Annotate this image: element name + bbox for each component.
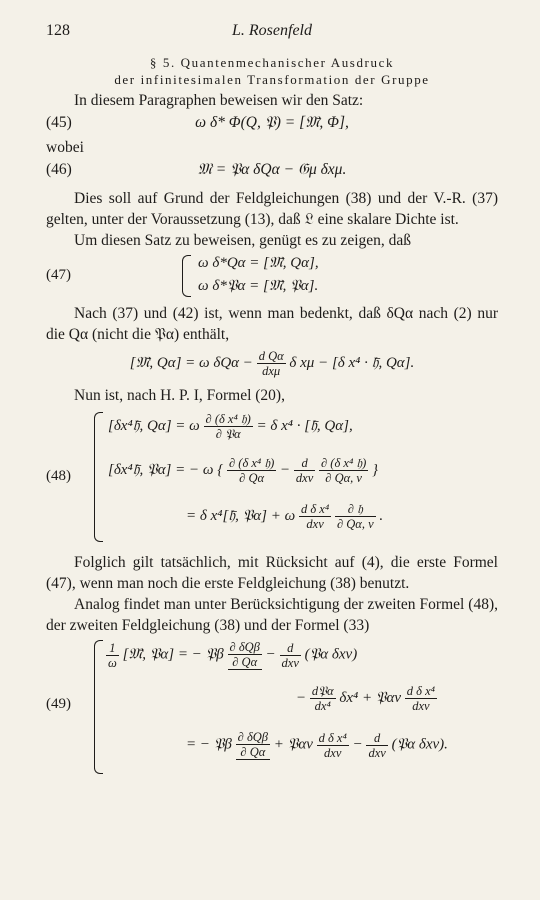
unnumbered-rhs: δ xμ − [δ x⁴ · 𝔥̄, Qα]. — [289, 354, 415, 371]
unnumbered-lhs: [𝔐̄, Qα] = ω δQα − — [129, 354, 253, 371]
equation-45-expr: ω δ* Φ(Q, 𝔓) = [𝔐̄, Φ], — [195, 114, 349, 131]
equation-49 — [46, 636, 498, 778]
equation-47-line-2: ω δ*𝔓α = [𝔐̄, 𝔓α]. — [198, 278, 319, 294]
equation-label-49: (49) — [46, 696, 71, 712]
paragraph-5: Nun ist, nach H. P. I, Formel (20), — [74, 387, 285, 404]
equation-49-line-3: = − 𝔓β $\frac{\text{∂ δQβ}}{\partial Q\alpha}$ + 𝔓αν $\frac{\text{d δ x⁴}}{\text{dxν}}$ − $\frac{d}{\text{dxν}}$ (𝔓α δxν). — [186, 730, 448, 760]
brace-47 — [182, 255, 191, 297]
equation-label-46: (46) — [46, 161, 72, 178]
paragraph-1: In diesem Paragraphen beweisen wir den Satz: — [74, 92, 364, 109]
page-number: 128 — [46, 22, 70, 39]
equation-47-line-1: ω δ*Qα = [𝔐̄, Qα], — [198, 255, 319, 271]
section-heading-line-1: § 5. Quantenmechanischer Ausdruck — [149, 55, 395, 70]
equation-unnumbered — [46, 345, 498, 385]
page — [46, 22, 498, 778]
equation-46-expr: 𝔐 = 𝔓α δQα − 𝔊μ δxμ. — [197, 161, 347, 178]
running-head: L. Rosenfeld — [232, 22, 312, 39]
equation-48 — [46, 406, 498, 546]
equation-48-line-3: = δ x⁴[𝔥̄, 𝔓α] + ω $\frac{\text{d δ x⁴}}{\text{dxν}}$ $\frac{\text{∂ 𝔥}}{\partial Q\alpha, \nu}$ . — [186, 502, 384, 531]
paragraph-4: Nach (37) und (42) ist, wenn man bedenkt, daß δQα nach (2) nur die Qα (nicht die 𝔓α) enthält, — [46, 305, 498, 343]
paragraph-3: Um diesen Satz zu beweisen, genügt es zu zeigen, daß — [74, 232, 412, 249]
equation-label-47: (47) — [46, 267, 71, 283]
page-header — [46, 22, 498, 52]
equation-48-line-1: [δx⁴𝔥̄, Qα] = ω $\frac{\text{∂ (δ x⁴ 𝔥)}}{\text{∂ 𝔓α}}$ = δ x⁴ · [𝔥̄, Qα], — [108, 412, 353, 441]
brace-49 — [94, 640, 103, 774]
equation-46 — [46, 158, 498, 184]
equation-label-45: (45) — [46, 114, 72, 131]
equation-48-line-2: [δx⁴𝔥̄, 𝔓α] = − ω { $\frac{\text{∂ (δ x⁴ 𝔥)}}{\partial Q\alpha}$ − $\frac{d}{\text{dxν}}$ $\frac{\text{∂ (δ x⁴ 𝔥)}}{\partial Q\alpha, \nu}$ } — [108, 456, 379, 485]
paragraph-2: Dies soll auf Grund der Feldgleichungen (38) und der V.-R. (37) gelten, unter der Voraussetzung (13), daß 𝔏 eine skalare Dichte ist. — [46, 190, 498, 228]
equation-49-line-2: − $\frac{\text{d𝔓α}}{\text{dx⁴}}$ δx⁴ + 𝔓αν $\frac{\text{d δ x⁴}}{\text{dxν}}$ — [296, 684, 435, 713]
section-heading — [46, 54, 498, 88]
brace-48 — [94, 412, 103, 542]
equation-45 — [46, 111, 498, 137]
wobei-text: wobei — [46, 139, 84, 156]
paragraph-7: Analog findet man unter Berücksichtigung der zweiten Formel (48), der zweiten Feldgleichung (38) und der Formel (33) — [46, 596, 498, 634]
section-heading-line-2: der infinitesimalen Transformation der Gruppe — [114, 72, 430, 87]
equation-label-48: (48) — [46, 468, 71, 484]
unnumbered-fraction: $\frac{\text{d Qα}}{\text{dxμ}}$ — [258, 349, 284, 378]
paragraph-6: Folglich gilt tatsächlich, mit Rücksicht auf (4), die erste Formel (47), wenn man noch die erste Feldgleichung (38) benutzt. — [46, 554, 498, 592]
equation-49-line-1: $\frac{1}{\omega}$ [𝔐̄, 𝔓α] = − 𝔓β $\frac{\text{∂ δQβ}}{\partial Q\alpha}$ − $\frac{d}{\text{dxν}}$ (𝔓α δxν) — [108, 640, 358, 670]
equation-47 — [46, 251, 498, 303]
